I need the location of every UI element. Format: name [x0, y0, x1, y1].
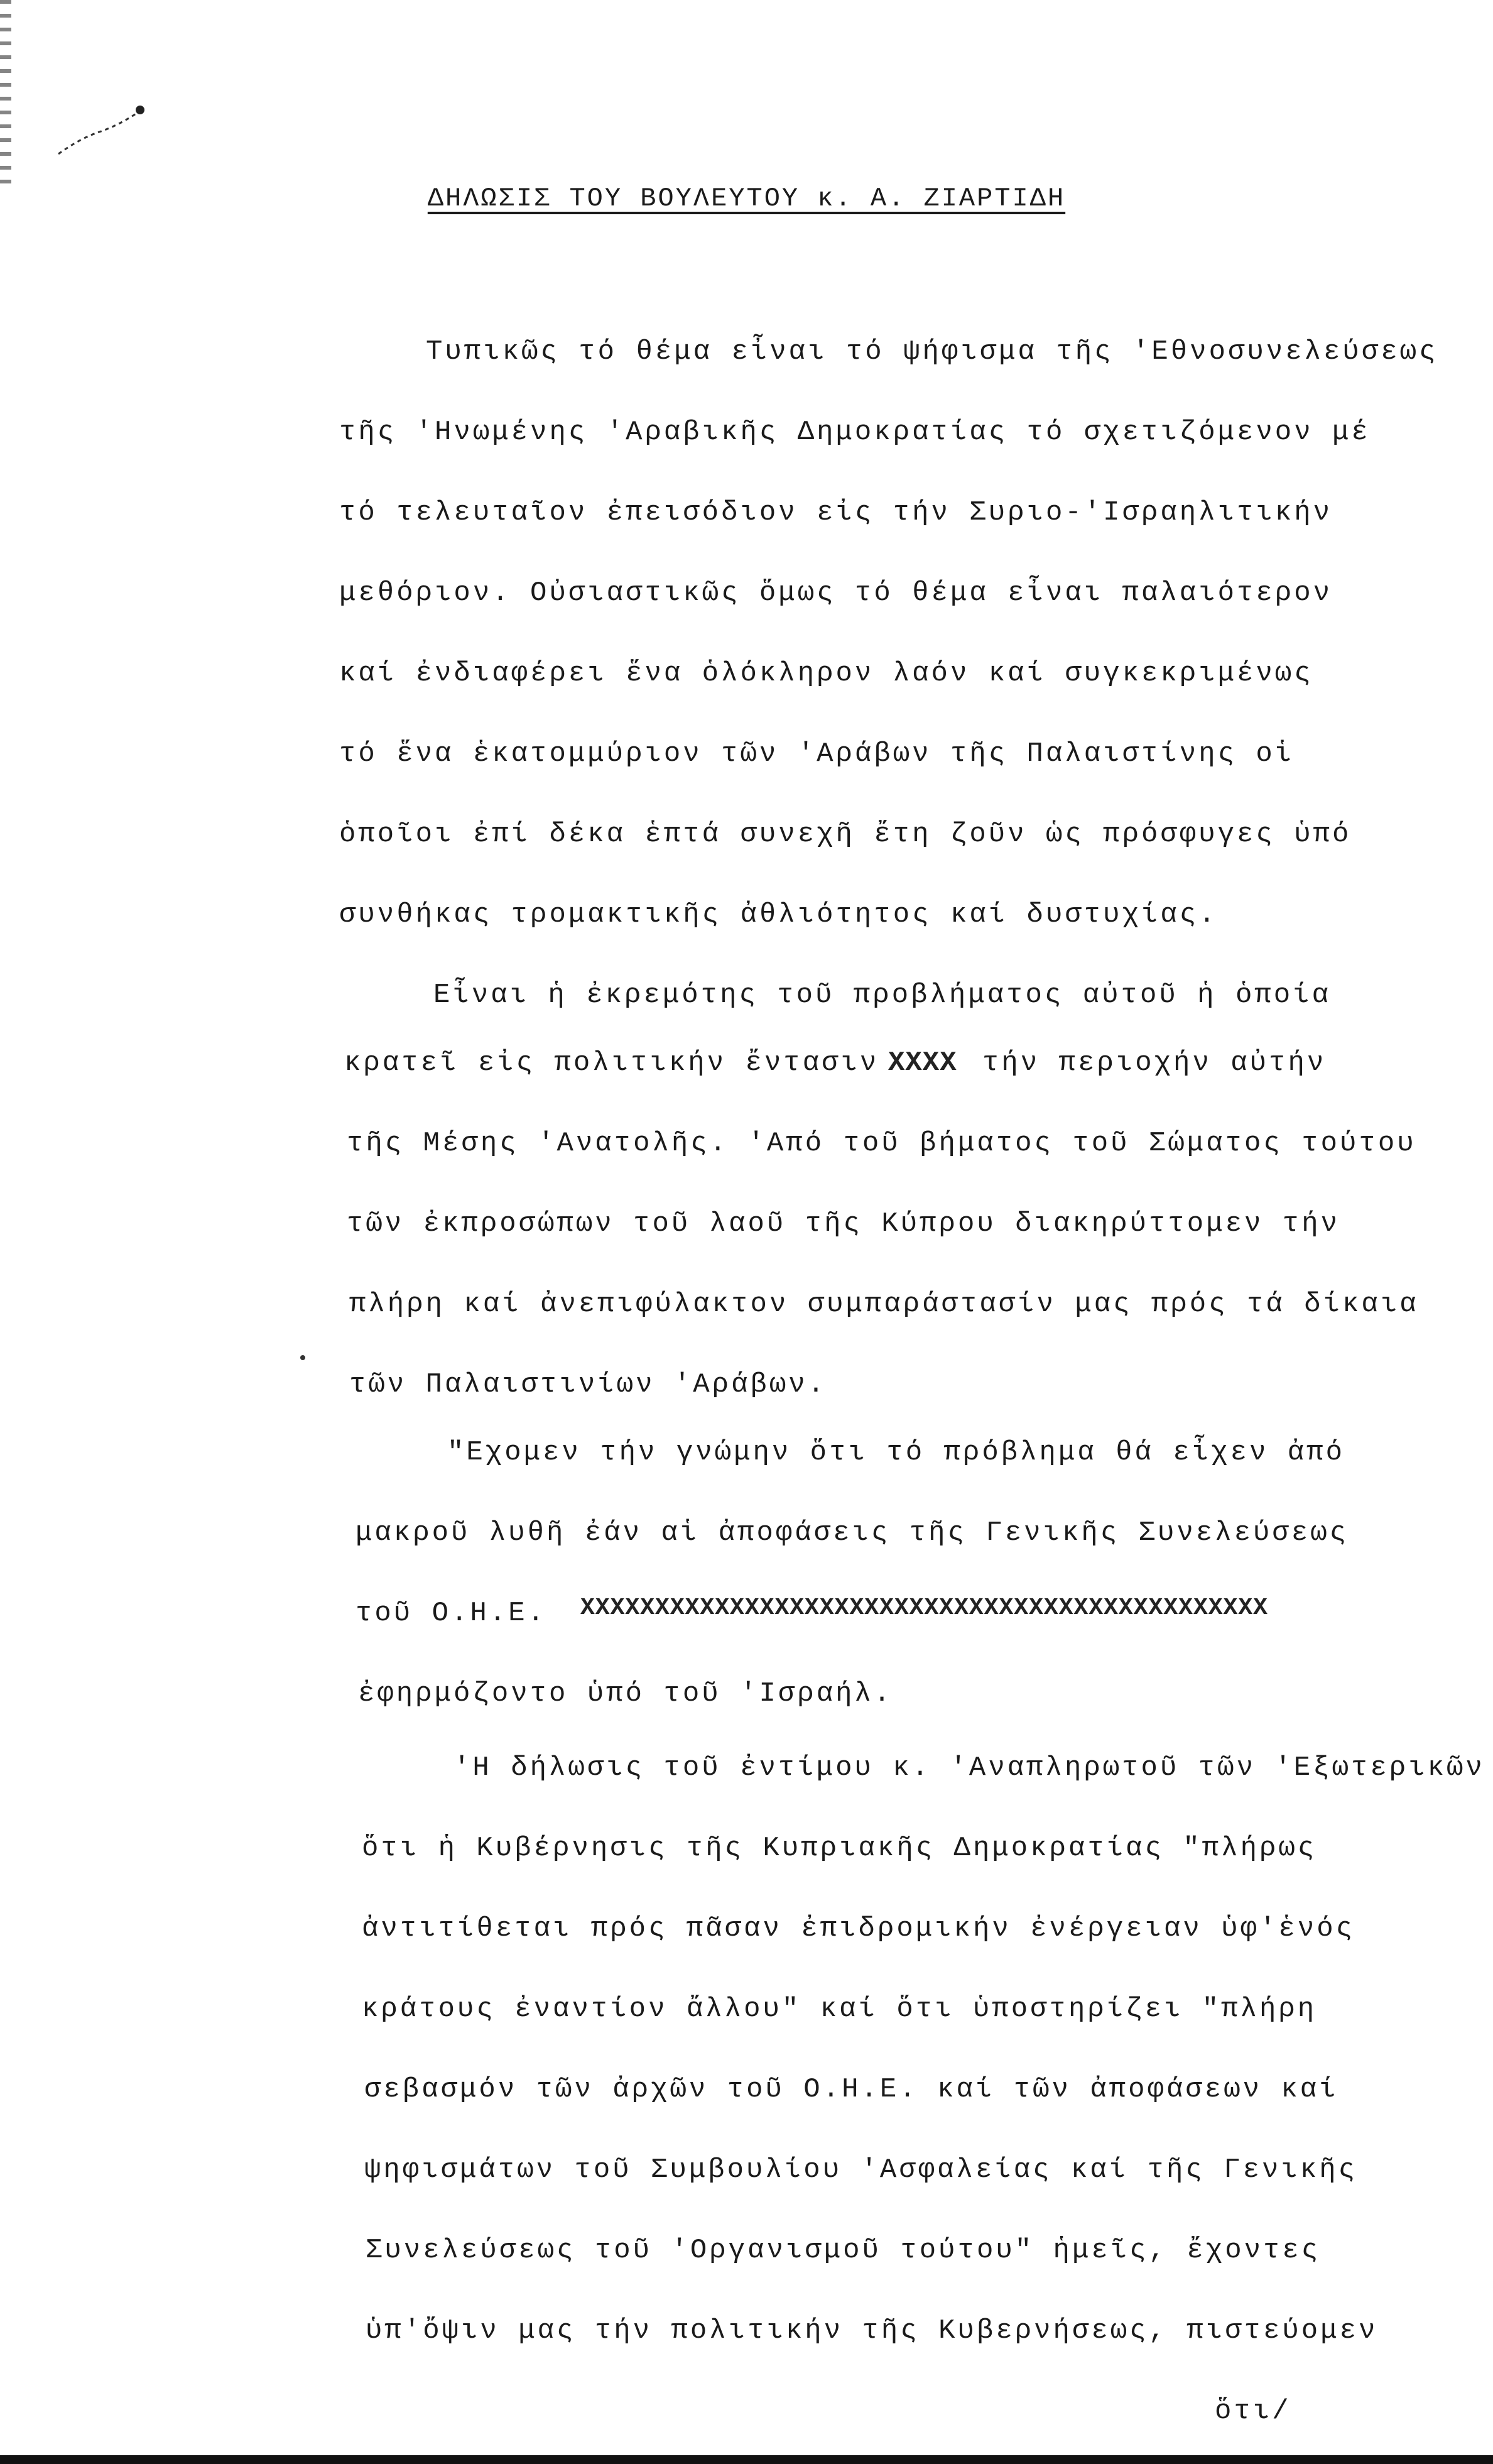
text-line: ὁποῖοι ἐπί δέκα ἑπτά συνεχῆ ἔτη ζοῦν ὡς πρόσφυγες ὑπό — [339, 819, 1352, 850]
struck-out-text: XXXXXXXXXXXXXXXXXXXXXXXXXXXXXXXXXXXXXXXXXXXXXX — [580, 1595, 1268, 1622]
text-line: τό ἕνα ἑκατομμύριον τῶν 'Αράβων τῆς Παλαιστίνης οἱ — [339, 738, 1295, 770]
document-title: ΔΗΛΩΣΙΣ ΤΟΥ ΒΟΥΛΕΥΤΟΥ κ. Α. ΖΙΑΡΤΙΔΗ — [427, 183, 1066, 214]
stray-ink-mark — [55, 94, 149, 157]
text-line: τῶν Παλαιστινίων 'Αράβων. — [349, 1369, 827, 1400]
ink-dot — [300, 1355, 305, 1360]
text-line: καί ἐνδιαφέρει ἕνα ὁλόκληρον λαόν καί συγκεκριμένως — [339, 658, 1313, 689]
text-line: κράτους ἐναντίον ἄλλου" καί ὅτι ὑποστηρίζει "πλήρη — [362, 1993, 1317, 2025]
scan-bottom-border — [0, 2455, 1493, 2464]
text-line: μεθόριον. Οὐσιαστικῶς ὅμως τό θέμα εἶναι παλαιότερον — [339, 577, 1333, 609]
text-line: Συνελεύσεως τοῦ 'Οργανισμοῦ τούτου" ἡμεῖς, ἔχοντες — [366, 2235, 1321, 2266]
text-line: τοῦ Ο.Η.Ε. — [356, 1598, 547, 1629]
text-line: πλήρη καί ἀνεπιφύλακτον συμπαράστασίν μας πρός τά δίκαια — [349, 1289, 1419, 1320]
text-line: ψηφισμάτων τοῦ Συμβουλίου 'Ασφαλείας καί τῆς Γενικῆς — [364, 2154, 1358, 2186]
text-line: τῆς Μέσης 'Ανατολῆς. 'Από τοῦ βήματος τοῦ Σώματος τούτου — [347, 1128, 1416, 1159]
text-line: τό τελευταῖον ἐπεισόδιον εἰς τήν Συριο-'Ισραηλιτικήν — [339, 497, 1333, 528]
continuation-text: ὅτι/ — [1215, 2396, 1291, 2427]
struck-out-text: XXXX — [888, 1047, 957, 1079]
text-line: 'Η δήλωσις τοῦ ἐντίμου κ. 'Αναπληρωτοῦ τῶν 'Εξωτερικῶν — [453, 1752, 1485, 1784]
text-line: τῆς 'Ηνωμένης 'Αραβικῆς Δημοκρατίας τό σχετιζόμενον μέ — [339, 417, 1371, 448]
text-line: "Εχομεν τήν γνώμην ὅτι τό πρόβλημα θά εἶχεν ἀπό — [447, 1437, 1345, 1468]
text-line: ἀντιτίθεται πρός πᾶσαν ἐπιδρομικήν ἐνέργειαν ὑφ'ἑνός — [362, 1913, 1355, 1944]
text-line: ὑπ'ὄψιν μας τήν πολιτικήν τῆς Κυβερνήσεως, πιστεύομεν — [366, 2315, 1378, 2347]
scan-edge-marks — [0, 0, 11, 188]
text-line: ὅτι ἡ Κυβέρνησις τῆς Κυπριακῆς Δημοκρατίας "πλήρως — [362, 1833, 1317, 1864]
text-line: Εἶναι ἡ ἐκρεμότης τοῦ προβλήματος αὐτοῦ ἡ ὁποία — [433, 979, 1332, 1011]
text-line: συνθήκας τρομακτικῆς ἀθλιότητος καί δυστυχίας. — [339, 899, 1218, 930]
text-line: ἐφηρμόζοντο ὑπό τοῦ 'Ισραήλ. — [358, 1678, 893, 1709]
text-line: σεβασμόν τῶν ἀρχῶν τοῦ Ο.Η.Ε. καί τῶν ἀποφάσεων καί — [364, 2074, 1338, 2105]
text-line: Τυπικῶς τό θέμα εἶναι τό ψήφισμα τῆς 'Εθνοσυνελεύσεως — [426, 336, 1438, 368]
text-line: τῶν ἐκπροσώπων τοῦ λαοῦ τῆς Κύπρου διακηρύττομεν τήν — [347, 1208, 1340, 1240]
text-line: τήν περιοχήν αὐτήν — [982, 1047, 1327, 1079]
text-line: μακροῦ λυθῆ ἐάν αἱ ἀποφάσεις τῆς Γενικῆς Συνελεύσεως — [356, 1517, 1349, 1549]
text-line: κρατεῖ εἰς πολιτικήν ἔντασιν — [344, 1047, 879, 1079]
